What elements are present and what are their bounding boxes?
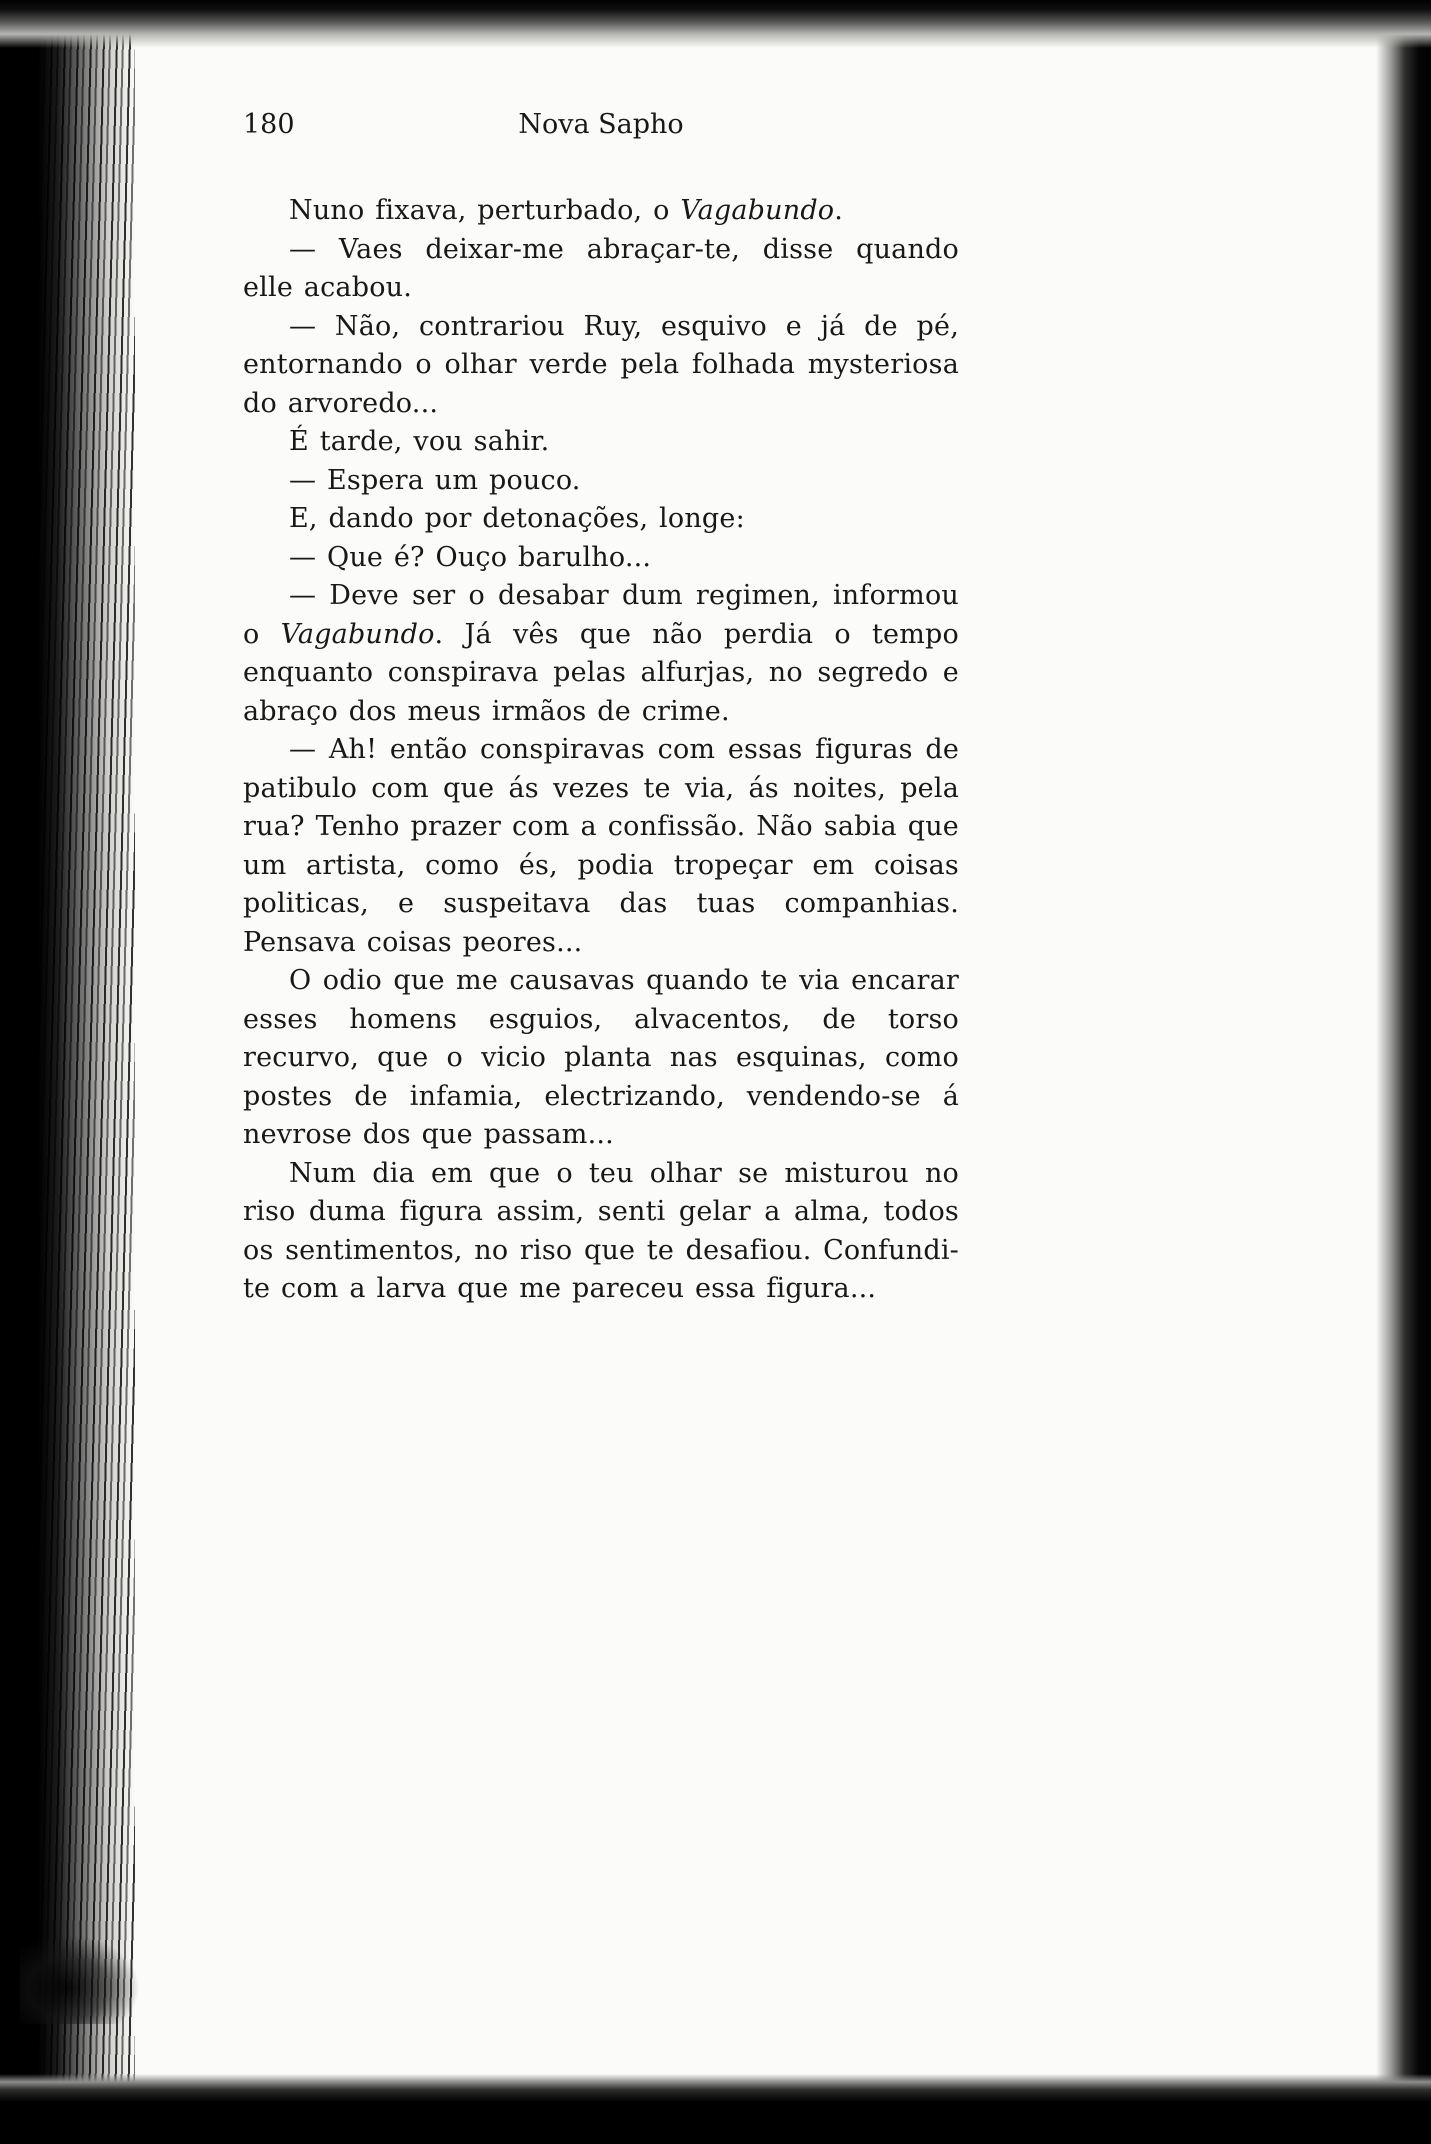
text-body xyxy=(243,192,959,1309)
page-number: 180 xyxy=(243,109,295,140)
paragraph xyxy=(243,577,959,731)
paragraph xyxy=(243,1155,959,1309)
paragraph xyxy=(243,192,959,231)
scan-edge-top xyxy=(0,0,1431,48)
scan-edge-bottom xyxy=(0,2074,1431,2144)
paragraph xyxy=(243,731,959,962)
italic-text-run: Vagabundo xyxy=(280,618,435,650)
text-run: E, dando por detonações, longe: xyxy=(289,503,745,534)
text-run: O odio que me causavas quando te via encarar esses homens esguios, alvacentos, de torso recurvo, que o vicio planta nas esquinas, como postes de infamia, electrizando, vendendo-se á nevrose dos que passam... xyxy=(243,965,959,1150)
paragraph xyxy=(243,462,959,501)
text-run: — Que é? Ouço barulho... xyxy=(289,541,652,573)
printed-text-block xyxy=(243,108,959,1309)
italic-text-run: Vagabundo xyxy=(680,195,835,226)
text-run: É tarde, vou sahir. xyxy=(289,426,550,457)
text-run: — Espera um pouco. xyxy=(289,464,581,496)
text-run: . Já vês que não perdia o tempo enquanto conspirava pelas alfurjas, no segredo e abraço dos meus irmãos de crime. xyxy=(243,618,959,727)
running-title: Nova Sapho xyxy=(518,109,684,140)
paragraph xyxy=(243,423,959,462)
text-run: . xyxy=(834,195,844,226)
text-run: — Deve ser o desabar dum regimen, informou o xyxy=(243,580,959,650)
text-run: Nuno fixava, perturbado, o xyxy=(289,195,681,226)
paragraph xyxy=(243,231,959,308)
text-run: — Não, contrariou Ruy, esquivo e já de pé, entornando o olhar verde pela folhada mysteriosa do arvoredo... xyxy=(243,310,959,419)
paragraph xyxy=(243,500,959,539)
scan-smudge-bottom-left xyxy=(20,1934,140,2024)
running-head xyxy=(243,108,959,142)
text-run: Num dia em que o teu olhar se misturou no riso duma figura assim, senti gelar a alma, todos os sentimentos, no riso que te desafiou. Confundi-te com a larva que me pareceu essa figura... xyxy=(243,1157,959,1304)
text-run: — Vaes deixar-me abraçar-te, disse quando elle acabou. xyxy=(243,233,959,303)
scan-binding-edge-left xyxy=(0,0,135,2144)
scan-edge-right xyxy=(1376,0,1431,2144)
paragraph xyxy=(243,962,959,1155)
paragraph xyxy=(243,539,959,578)
paragraph xyxy=(243,308,959,424)
text-run: — Ah! então conspiravas com essas figuras de patibulo com que ás vezes te via, ás noites, pela rua? Tenho prazer com a confissão. Não sabia que um artista, como és, podia tropeçar em coisas politicas, e suspeitava das tuas companhias. Pensava coisas peores... xyxy=(243,734,959,958)
